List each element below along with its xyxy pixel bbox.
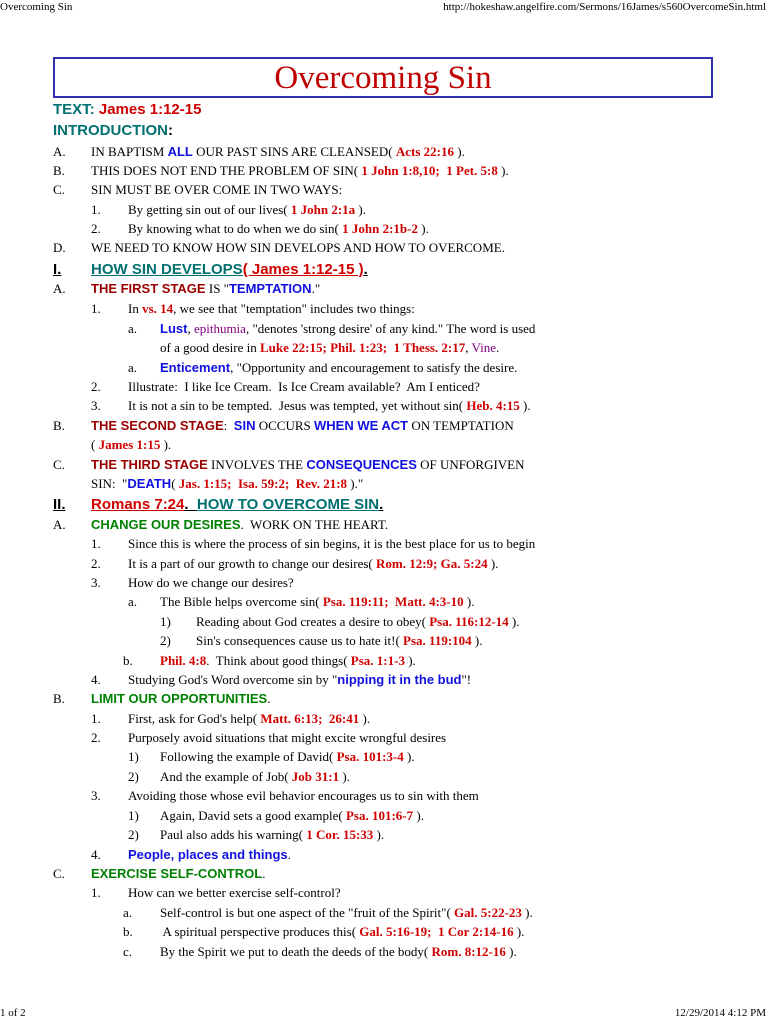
people-places-point (128, 846, 291, 863)
studying-word-point (128, 671, 471, 688)
text-segment: First, ask for God's help( (128, 711, 261, 726)
second-stage-point (91, 417, 514, 434)
change-desires-point (91, 516, 388, 533)
david-good-example-point (160, 807, 424, 824)
text-segment: ). (417, 221, 429, 236)
text-segment: ). (359, 711, 371, 726)
introduction-colon: : (168, 122, 173, 139)
consequences-point (196, 632, 483, 649)
scripture-reference: Jas. 1:15; Isa. 59:2; Rev. 21:8 (178, 476, 348, 491)
text-segment: Studying God's Word overcome sin by " (128, 672, 338, 687)
section-2-title (91, 496, 383, 513)
scripture-reference: Matt. 6:13; 26:41 (260, 711, 360, 726)
outline-marker: B. (53, 163, 65, 178)
first-stage-point (91, 280, 320, 297)
emphasis-limit-opportunities: LIMIT OUR OPPORTUNITIES (91, 691, 268, 706)
third-stage-point (91, 456, 525, 473)
scripture-reference: Phil. 4:8 (160, 653, 207, 668)
heading-dot: . (184, 496, 197, 513)
text-segment: Paul also adds his warning( (160, 827, 307, 842)
outline-marker: C. (53, 182, 65, 197)
text-segment: ). (497, 163, 509, 178)
scripture-reference: Psa. 101:6-7 (345, 808, 414, 823)
fruit-of-spirit-point (160, 904, 533, 921)
scripture-reference: Gal. 5:22-23 (454, 905, 522, 920)
scripture-reference: 1 John 1:8,10; (361, 163, 440, 178)
outline-marker: 2. (91, 379, 101, 394)
scripture-reference: vs. 14 (142, 301, 174, 316)
heading-dot: . (379, 496, 384, 513)
intro-point-c1 (128, 201, 366, 218)
outline-marker: 1. (91, 301, 101, 316)
section-2-heading (53, 496, 66, 513)
outline-marker: b. (123, 924, 133, 939)
emphasis-enticement: Enticement (160, 360, 231, 375)
change-desires-point-2 (128, 555, 498, 572)
scripture-reference: 1 John 2:1b-2 (342, 221, 418, 236)
emphasis-lust: Lust (160, 321, 188, 336)
emphasis-self-control: EXERCISE SELF-CONTROL (91, 866, 263, 881)
text-segment: ). (413, 808, 424, 823)
emphasis-all: ALL (167, 144, 193, 159)
text-segment: , we see that "temptation" includes two things: (173, 301, 415, 316)
change-desires-point-3: How do we change our desires? (128, 575, 294, 590)
section-1-heading (53, 261, 61, 278)
outline-marker: C. (53, 457, 65, 472)
text-segment: ). (505, 944, 517, 959)
scripture-reference: 1 Cor. 15:33 (306, 827, 374, 842)
by-the-spirit-point (160, 943, 517, 960)
emphasis-consequences: CONSEQUENCES (306, 457, 417, 472)
scripture-reference: Psa. 119:104 (403, 633, 472, 648)
emphasis-nipping: nipping it in the bud (337, 672, 462, 687)
scripture-reference: ( James 1:12-15 ) (242, 261, 364, 278)
outline-marker: 1. (91, 202, 101, 217)
outline-marker: 1. (91, 536, 101, 551)
emphasis-change-desires: CHANGE OUR DESIRES (91, 517, 241, 532)
text-segment: ." (311, 281, 321, 296)
lust-point-continued (160, 339, 499, 356)
scripture-reference: Job 31:1 (291, 769, 340, 784)
introduction-label: INTRODUCTION (53, 122, 168, 139)
outline-marker: B. (53, 418, 65, 433)
text-segment: And the example of Job( (160, 769, 292, 784)
outline-marker: 4. (91, 847, 101, 862)
text-segment: ). (487, 556, 499, 571)
text-segment: . (287, 847, 291, 862)
change-desires-point-1: Since this is where the process of sin begins, it is the best place for us to begin (128, 536, 536, 551)
scripture-reference: Heb. 4:15 (466, 398, 520, 413)
scripture-reference: Psa. 116:12-14 (429, 614, 509, 629)
scripture-reference: Rom. 8:12-16 (431, 944, 506, 959)
outline-marker: 3. (91, 398, 101, 413)
emphasis-death: DEATH (127, 476, 172, 491)
self-control-point (91, 865, 265, 882)
scripture-reference: Rom. 12:9; Ga. 5:24 (376, 556, 488, 571)
text-segment: ). (355, 202, 366, 217)
outline-marker: a. (123, 905, 133, 920)
avoid-evil-point: Avoiding those whose evil behavior encourages us to sin with them (128, 788, 479, 803)
text-reference: James 1:12-15 (98, 101, 202, 118)
text-segment: , (465, 340, 472, 355)
text-segment: ). (454, 144, 465, 159)
enticement-point (160, 359, 517, 376)
scripture-reference: Gal. 5:16-19; 1 Cor 2:14-16 (359, 924, 514, 939)
page-title: Overcoming Sin (274, 60, 492, 96)
scripture-reference: James 1:15 (98, 437, 161, 452)
print-header-title: Overcoming Sin (0, 1, 73, 13)
text-segment: ). (404, 653, 416, 668)
text-segment: It is a part of our growth to change our desires( (128, 556, 377, 571)
outline-marker: 2. (91, 556, 101, 571)
section-1-marker: I. (53, 261, 62, 278)
text-reference-line (53, 101, 201, 118)
outline-marker: 2) (128, 769, 139, 784)
source-vine: Vine (471, 340, 497, 355)
outline-marker: b. (123, 653, 133, 668)
text-segment: In (128, 301, 143, 316)
outline-marker: A. (53, 281, 66, 296)
outline-marker: 2) (128, 827, 139, 842)
text-segment: ON TEMPTATION (408, 418, 514, 433)
text-segment: SIN: " (91, 476, 128, 491)
text-segment: OCCURS (255, 418, 314, 433)
print-header-url: http://hokeshaw.angelfire.com/Sermons/16James/s560OvercomeSin.html (443, 1, 766, 13)
text-segment: . (262, 866, 266, 881)
outline-marker: a. (128, 594, 138, 609)
intro-point-d: WE NEED TO KNOW HOW SIN DEVELOPS AND HOW TO OVERCOME. (91, 240, 505, 255)
text-segment: It is not a sin to be tempted. Jesus was tempted, yet without sin( (128, 398, 467, 413)
text-segment: Following the example of David( (160, 749, 337, 764)
second-stage-point-continued (91, 436, 171, 453)
outline-marker: 2. (91, 730, 101, 745)
text-segment: , "denotes 'strong desire' of any kind." The word is used (245, 321, 536, 336)
section-1-title (91, 261, 368, 278)
text-segment: . Think about good things( (206, 653, 351, 668)
text-segment: IS " (205, 281, 229, 296)
text-segment: Reading about God creates a desire to obey( (196, 614, 430, 629)
text-segment: of a good desire in (160, 340, 261, 355)
text-segment: ). (508, 614, 520, 629)
first-stage-point-3 (128, 397, 531, 414)
scripture-reference: Psa. 101:3-4 (336, 749, 404, 764)
lust-point (160, 320, 535, 337)
text-segment: : (223, 418, 234, 433)
avoid-situations-point: Purposely avoid situations that might excite wrongful desires (128, 730, 447, 745)
introduction-heading (53, 122, 173, 139)
outline-marker: C. (53, 866, 65, 881)
scripture-reference: 1 John 2:1a (290, 202, 356, 217)
ask-help-point (128, 710, 370, 727)
text-segment: ). (373, 827, 385, 842)
text-segment: By getting sin out of our lives( (128, 202, 291, 217)
print-footer-datetime: 12/29/2014 4:12 PM (674, 1007, 766, 1019)
emphasis-temptation: TEMPTATION (228, 281, 312, 296)
scripture-reference: Psa. 1:1-3 (350, 653, 405, 668)
stage-label: THE THIRD STAGE (91, 457, 208, 472)
scripture-reference: Luke 22:15; Phil. 1:23; 1 Thess. 2:17 (260, 340, 466, 355)
text-segment: ). (160, 437, 172, 452)
text-segment: , (187, 321, 194, 336)
heading-dot: . (363, 261, 368, 278)
section-1-heading-text: HOW SIN DEVELOPS (91, 261, 243, 278)
text-segment: . WORK ON THE HEART. (240, 517, 389, 532)
outline-marker: c. (123, 944, 133, 959)
text-segment: By knowing what to do when we do sin( (128, 221, 343, 236)
greek-word: epithumia (193, 321, 246, 336)
scripture-reference: Romans 7:24 (91, 496, 185, 513)
scripture-reference: Psa. 119:11; Matt. 4:3-10 (322, 594, 464, 609)
text-segment: ). (471, 633, 483, 648)
outline-marker: 1) (128, 808, 139, 823)
first-stage-point-2: Illustrate: I like Ice Cream. Is Ice Cream available? Am I enticed? (128, 379, 480, 394)
text-colon: : (89, 101, 95, 118)
text-segment: ( (91, 437, 99, 452)
emphasis-when-we-act: WHEN WE ACT (314, 418, 409, 433)
emphasis-sin: SIN (233, 418, 256, 433)
text-segment: OUR PAST SINS ARE CLEANSED( (192, 144, 396, 159)
intro-point-a (91, 143, 465, 160)
section-2-marker: II. (53, 496, 66, 513)
text-segment: . (267, 691, 271, 706)
text-segment: ). (521, 905, 533, 920)
outline-marker: A. (53, 144, 66, 159)
outline-marker: 2) (160, 633, 171, 648)
stage-label: THE FIRST STAGE (91, 281, 206, 296)
text-label: TEXT (53, 101, 90, 118)
text-segment: INVOLVES THE (207, 457, 307, 472)
outline-marker: D. (53, 240, 66, 255)
text-segment: Self-control is but one aspect of the "fruit of the Spirit"( (160, 905, 455, 920)
job-example-point (160, 768, 350, 785)
outline-marker: B. (53, 691, 65, 706)
bible-helps-point (160, 593, 474, 610)
print-footer-page-count: 1 of 2 (0, 1007, 26, 1019)
outline-marker: 1) (160, 614, 171, 629)
text-segment: ). (519, 398, 531, 413)
stage-label: THE SECOND STAGE (91, 418, 224, 433)
outline-marker: 1. (91, 885, 101, 900)
text-segment: Sin's consequences cause us to hate it!( (196, 633, 404, 648)
text-segment: By the Spirit we put to death the deeds of the body( (160, 944, 432, 959)
intro-point-b (91, 162, 509, 179)
text-segment: A spiritual perspective produces this( (160, 924, 360, 939)
text-segment: IN BAPTISM (91, 144, 168, 159)
intro-point-c: SIN MUST BE OVER COME IN TWO WAYS: (91, 182, 343, 197)
outline-marker: 3. (91, 575, 101, 590)
scripture-reference: 1 Pet. 5:8 (446, 163, 498, 178)
scripture-reference: Acts 22:16 (395, 144, 454, 159)
david-example-point (160, 748, 415, 765)
text-segment: ). (403, 749, 415, 764)
text-segment: Again, David sets a good example( (160, 808, 346, 823)
spiritual-perspective-point (160, 923, 524, 940)
text-segment: The Bible helps overcome sin( (160, 594, 323, 609)
outline-marker: 4. (91, 672, 101, 687)
text-segment: )." (347, 476, 364, 491)
emphasis-people-places: People, places and things (128, 847, 288, 862)
section-2-heading-text: HOW TO OVERCOME SIN (196, 496, 380, 513)
text-segment: , "Opportunity and encouragement to satisfy the desire. (230, 360, 518, 375)
intro-point-c2 (128, 220, 429, 237)
third-stage-point-continued (91, 475, 363, 492)
outline-marker: 1. (91, 711, 101, 726)
limit-opportunities-point (91, 690, 270, 707)
text-segment: ). (513, 924, 525, 939)
text-segment: ). (339, 769, 350, 784)
title-box (53, 57, 713, 98)
outline-marker: a. (128, 360, 138, 375)
think-good-things-point (160, 652, 416, 669)
outline-marker: 1) (128, 749, 139, 764)
exercise-self-control-point: How can we better exercise self-control? (128, 885, 341, 900)
text-segment: ). (463, 594, 475, 609)
first-stage-point-1 (128, 300, 415, 317)
outline-marker: A. (53, 517, 66, 532)
text-segment: . (496, 340, 500, 355)
reading-point (196, 613, 520, 630)
outline-marker: a. (128, 321, 138, 336)
text-segment: "! (461, 672, 472, 687)
paul-warning-point (160, 826, 384, 843)
text-segment: THIS DOES NOT END THE PROBLEM OF SIN( (91, 163, 362, 178)
text-segment: OF UNFORGIVEN (416, 457, 525, 472)
text-segment: ( (171, 476, 179, 491)
outline-marker: 2. (91, 221, 101, 236)
outline-marker: 3. (91, 788, 101, 803)
